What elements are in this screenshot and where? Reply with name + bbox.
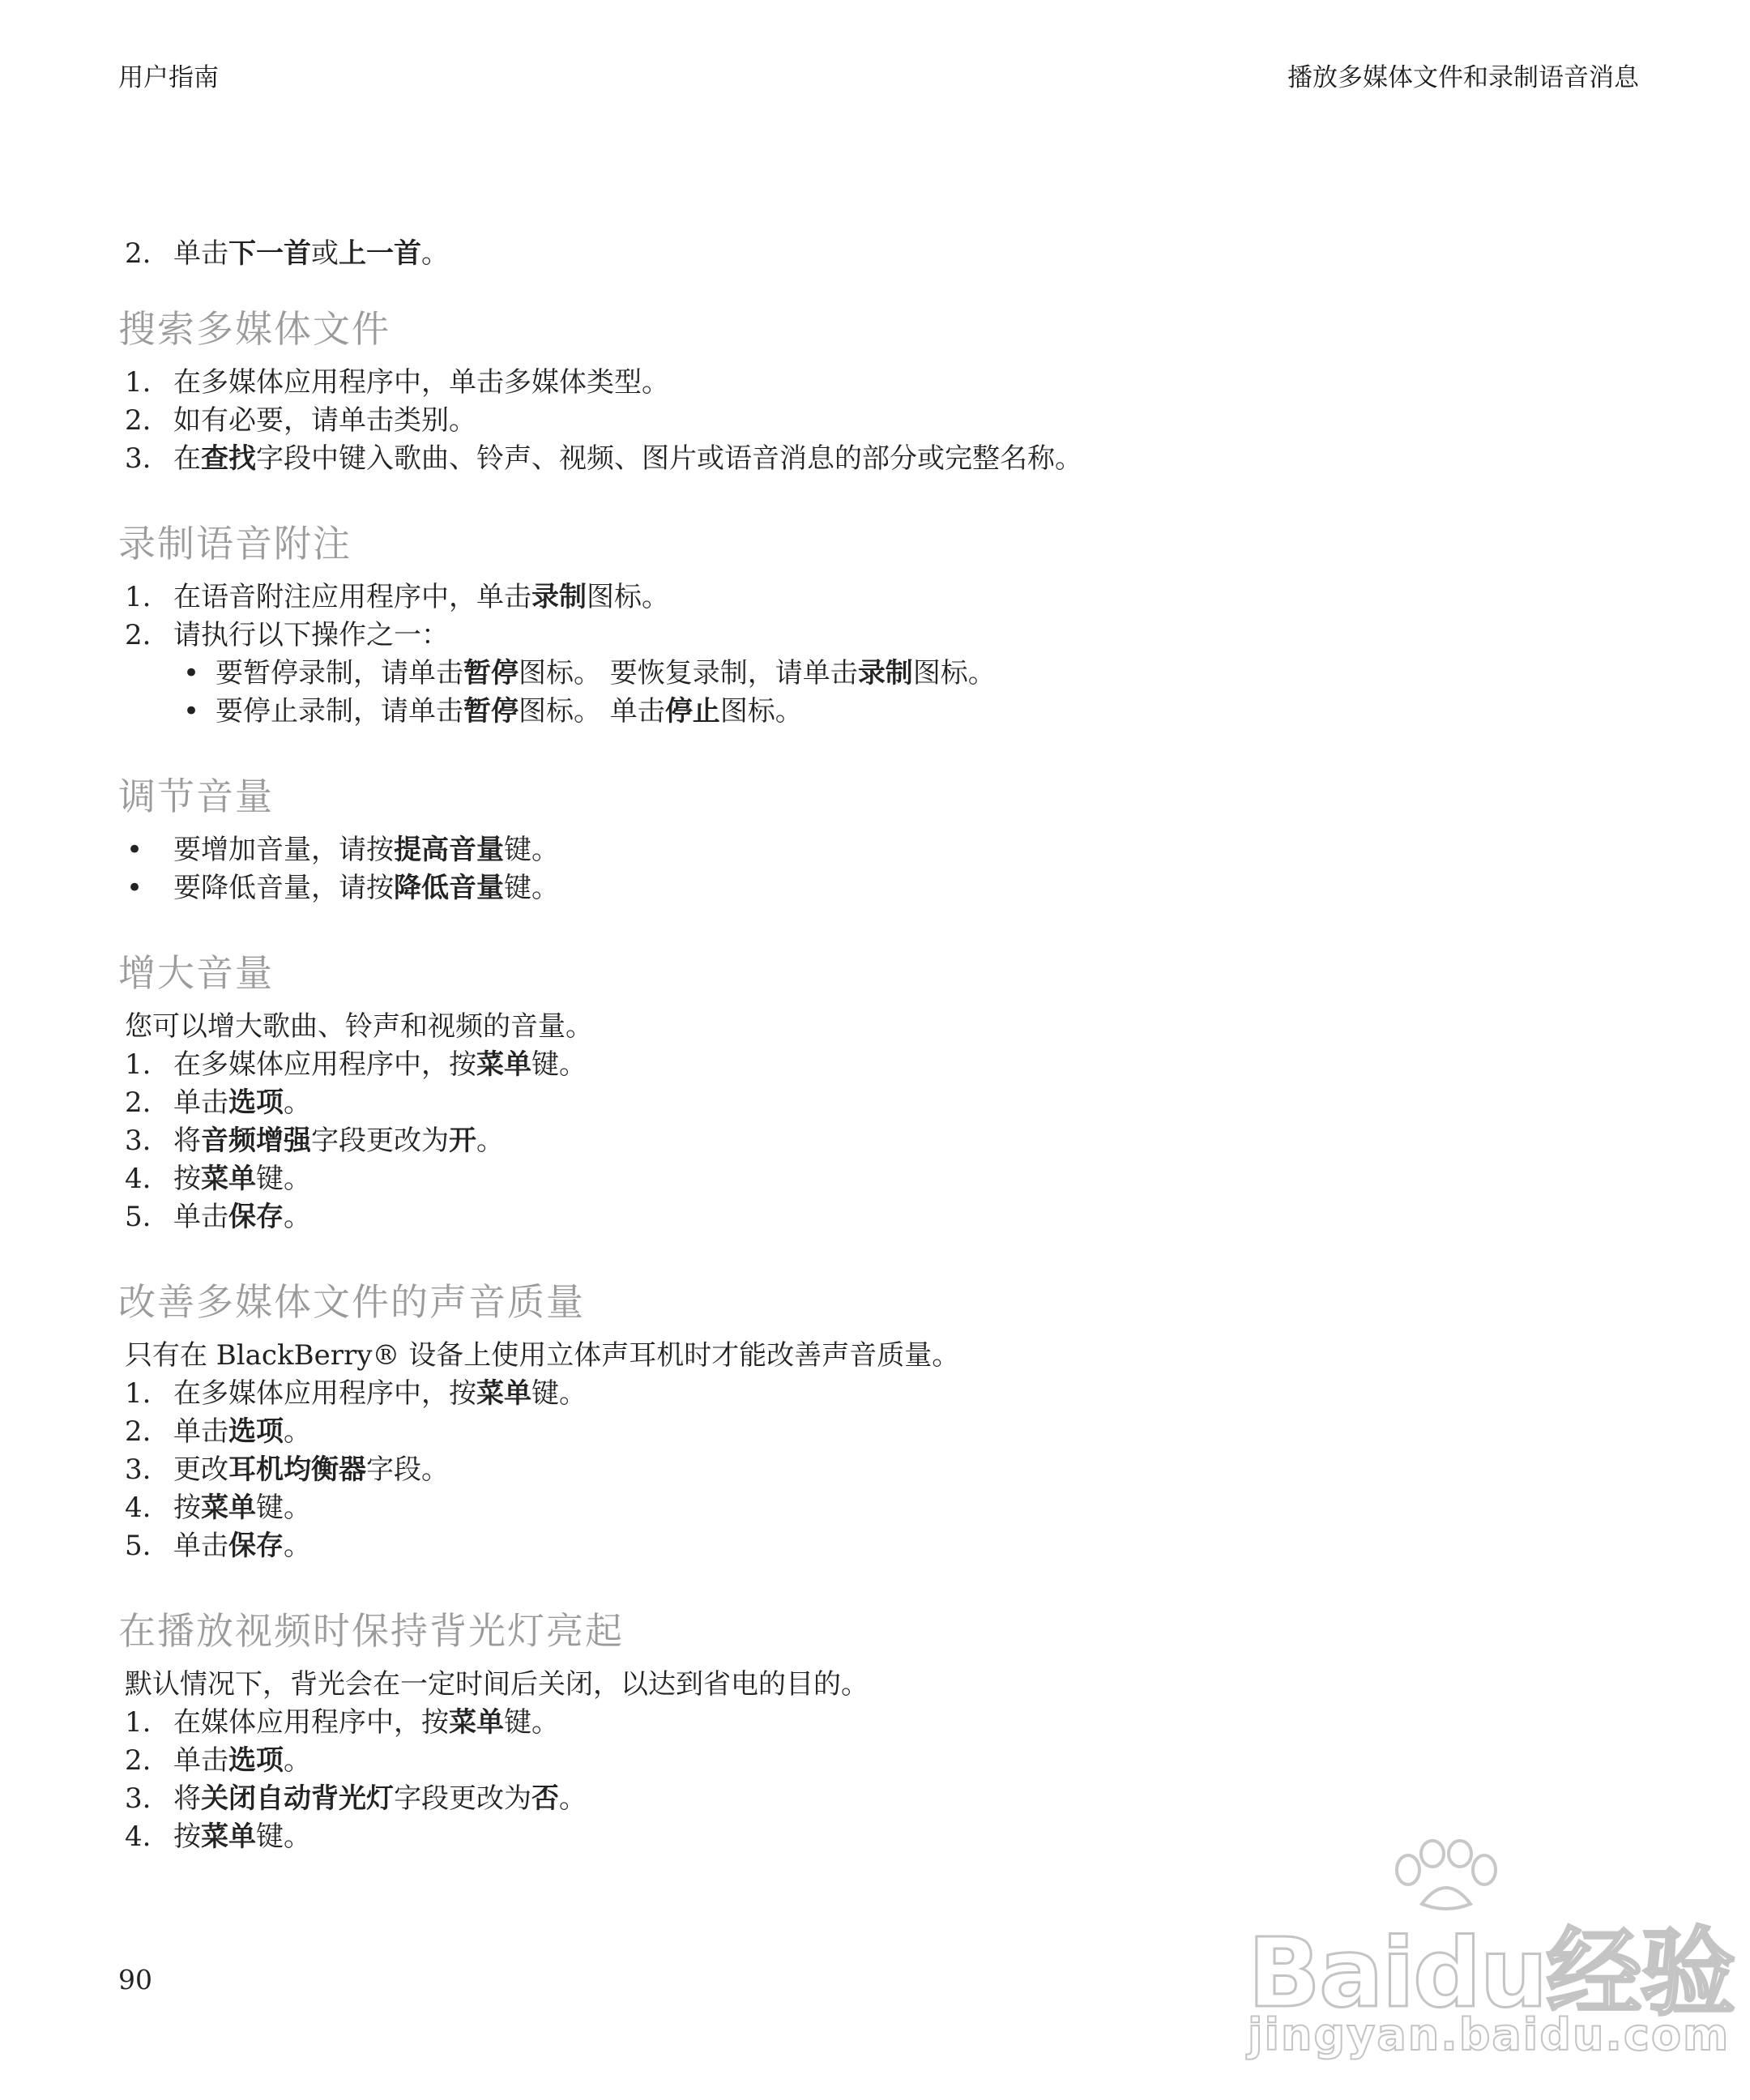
- text-run: 。: [284, 1415, 311, 1448]
- step-number: 2.: [125, 619, 152, 651]
- ui-term: 保存: [228, 1201, 284, 1233]
- paragraph: [118, 1666, 1625, 1704]
- running-header-left: 用户指南: [118, 63, 219, 92]
- text-run: 要停止录制，请单击: [216, 695, 463, 728]
- ui-term: 查找: [201, 442, 256, 475]
- text-run: 按: [173, 1163, 201, 1195]
- bullet-marker: •: [126, 872, 143, 904]
- step-number: 2.: [125, 404, 152, 437]
- text-run: 键。: [504, 872, 559, 904]
- ui-term: 菜单: [476, 1048, 531, 1081]
- text-run: 键。: [504, 834, 559, 866]
- text-run: 在: [173, 442, 201, 475]
- step-number: 5.: [125, 1530, 152, 1562]
- ui-term: 否: [531, 1782, 559, 1815]
- numbered-step: [118, 1413, 1625, 1451]
- bullet-item: [118, 655, 1625, 693]
- bullet-item: [118, 869, 1625, 907]
- step-number: 3.: [125, 442, 152, 475]
- step-number: 2.: [125, 1086, 152, 1119]
- ui-term: 暂停: [463, 695, 519, 728]
- step-number: 3.: [125, 1453, 152, 1486]
- text-run: 或: [311, 237, 339, 270]
- paragraph: [118, 1008, 1625, 1046]
- numbered-step: [118, 578, 1625, 617]
- section-heading: 在播放视频时保持背光灯亮起: [118, 1609, 624, 1653]
- bullet-marker: •: [126, 834, 143, 866]
- numbered-step: [118, 235, 1625, 273]
- numbered-step: [118, 1198, 1625, 1236]
- ui-term: 保存: [228, 1530, 284, 1562]
- ui-term: 选项: [228, 1744, 284, 1777]
- ui-term: 下一首: [228, 237, 311, 270]
- step-number: 4.: [125, 1163, 152, 1195]
- step-number: 1.: [125, 1377, 152, 1410]
- text-run: 默认情况下，背光会在一定时间后关闭，以达到省电的目的。: [125, 1668, 869, 1701]
- ui-term: 录制: [857, 657, 913, 689]
- numbered-step: [118, 1489, 1625, 1527]
- numbered-step: [118, 440, 1625, 478]
- text-run: 。: [284, 1744, 311, 1777]
- text-run: 在多媒体应用程序中，单击多媒体类型。: [173, 366, 669, 399]
- bullet-item: [118, 831, 1625, 869]
- text-run: 单击: [173, 1201, 228, 1233]
- step-number: 1.: [125, 581, 152, 613]
- step-number: 3.: [125, 1125, 152, 1157]
- numbered-step: [118, 1451, 1625, 1489]
- text-run: 将: [173, 1782, 201, 1815]
- text-run: 字段更改为: [311, 1125, 449, 1157]
- ui-term: 菜单: [201, 1492, 256, 1524]
- text-run: 按: [173, 1492, 201, 1524]
- text-run: 键。: [256, 1492, 311, 1524]
- step-number: 1.: [125, 1706, 152, 1739]
- text-run: 将: [173, 1125, 201, 1157]
- ui-term: 录制: [531, 581, 587, 613]
- numbered-step: [118, 1046, 1625, 1084]
- watermark-url: jingyan.baidu.com: [1248, 2009, 1731, 2060]
- ui-term: 菜单: [201, 1820, 256, 1853]
- text-run: 图标。: [912, 657, 996, 689]
- text-run: 。: [559, 1782, 587, 1815]
- text-run: 键。: [531, 1048, 587, 1081]
- ui-term: 关闭自动背光灯: [201, 1782, 394, 1815]
- numbered-step: [118, 1160, 1625, 1198]
- text-run: 。: [284, 1530, 311, 1562]
- bullet-marker: •: [183, 657, 200, 689]
- text-run: 要降低音量，请按: [173, 872, 394, 904]
- step-number: 4.: [125, 1492, 152, 1524]
- text-run: 。: [421, 237, 449, 270]
- step-number: 3.: [125, 1782, 152, 1815]
- text-run: 字段更改为: [394, 1782, 531, 1815]
- text-run: 单击: [173, 1744, 228, 1777]
- bullet-item: [118, 693, 1625, 731]
- text-run: 在多媒体应用程序中，按: [173, 1048, 476, 1081]
- text-run: 在语音附注应用程序中，单击: [173, 581, 531, 613]
- text-run: 图标。: [587, 581, 669, 613]
- section-heading: 改善多媒体文件的声音质量: [118, 1280, 585, 1324]
- step-number: 1.: [125, 1048, 152, 1081]
- ui-term: 上一首: [339, 237, 421, 270]
- ui-term: 选项: [228, 1086, 284, 1119]
- numbered-step: [118, 1375, 1625, 1413]
- section-heading: 搜索多媒体文件: [118, 307, 391, 351]
- text-run: 按: [173, 1820, 201, 1853]
- text-run: 键。: [531, 1377, 587, 1410]
- text-run: 如有必要，请单击类别。: [173, 404, 476, 437]
- text-run: 要增加音量，请按: [173, 834, 394, 866]
- ui-term: 选项: [228, 1415, 284, 1448]
- step-number: 2.: [125, 237, 152, 270]
- ui-term: 停止: [664, 695, 720, 728]
- ui-term: 菜单: [201, 1163, 256, 1195]
- numbered-step: [118, 1742, 1625, 1780]
- numbered-step: [118, 1084, 1625, 1122]
- text-run: 要暂停录制，请单击: [216, 657, 463, 689]
- running-header-right: 播放多媒体文件和录制语音消息: [1287, 63, 1639, 92]
- text-run: 单击: [173, 1086, 228, 1119]
- ui-term: 提高音量: [394, 834, 504, 866]
- text-run: 字段。: [366, 1453, 449, 1486]
- document-body: [118, 235, 1625, 1856]
- text-run: 在媒体应用程序中，按: [173, 1706, 449, 1739]
- text-run: 键。: [256, 1820, 311, 1853]
- ui-term: 音频增强: [201, 1125, 311, 1157]
- step-number: 4.: [125, 1820, 152, 1853]
- numbered-step: [118, 1704, 1625, 1742]
- text-run: 。: [284, 1086, 311, 1119]
- step-number: 2.: [125, 1744, 152, 1777]
- numbered-step: [118, 1122, 1625, 1160]
- text-run: 键。: [504, 1706, 559, 1739]
- ui-term: 菜单: [476, 1377, 531, 1410]
- numbered-step: [118, 1527, 1625, 1565]
- step-number: 2.: [125, 1415, 152, 1448]
- step-number: 1.: [125, 366, 152, 399]
- watermark-logo: Baidu经验: [1248, 1917, 1735, 2029]
- numbered-step: [118, 1780, 1625, 1818]
- bullet-marker: •: [183, 695, 200, 728]
- numbered-step: [118, 402, 1625, 440]
- ui-term: 耳机均衡器: [228, 1453, 366, 1486]
- text-run: 键。: [256, 1163, 311, 1195]
- text-run: 。: [284, 1201, 311, 1233]
- text-run: 字段中键入歌曲、铃声、视频、图片或语音消息的部分或完整名称。: [256, 442, 1082, 475]
- page-number: 90: [118, 1964, 152, 1995]
- text-run: 图标。: [719, 695, 803, 728]
- ui-term: 降低音量: [394, 872, 504, 904]
- section-heading: 调节音量: [118, 775, 274, 818]
- text-run: 单击: [173, 237, 228, 270]
- text-run: 请执行以下操作之一：: [173, 619, 449, 651]
- text-run: 更改: [173, 1453, 228, 1486]
- numbered-step: [118, 617, 1625, 655]
- text-run: 图标。 单击: [519, 695, 665, 728]
- text-run: 只有在 BlackBerry® 设备上使用立体声耳机时才能改善声音质量。: [125, 1339, 960, 1372]
- step-number: 5.: [125, 1201, 152, 1233]
- section-heading: 录制语音附注: [118, 522, 352, 566]
- text-run: 您可以增大歌曲、铃声和视频的音量。: [125, 1010, 593, 1043]
- numbered-step: [118, 364, 1625, 402]
- ui-term: 暂停: [463, 657, 519, 689]
- ui-term: 开: [449, 1125, 476, 1157]
- baidu-watermark: [1248, 1839, 1735, 2082]
- text-run: 单击: [173, 1415, 228, 1448]
- ui-term: 菜单: [449, 1706, 504, 1739]
- paragraph: [118, 1337, 1625, 1375]
- section-heading: 增大音量: [118, 951, 274, 995]
- text-run: 。: [476, 1125, 504, 1157]
- text-run: 在多媒体应用程序中，按: [173, 1377, 476, 1410]
- text-run: 单击: [173, 1530, 228, 1562]
- text-run: 图标。 要恢复录制，请单击: [519, 657, 858, 689]
